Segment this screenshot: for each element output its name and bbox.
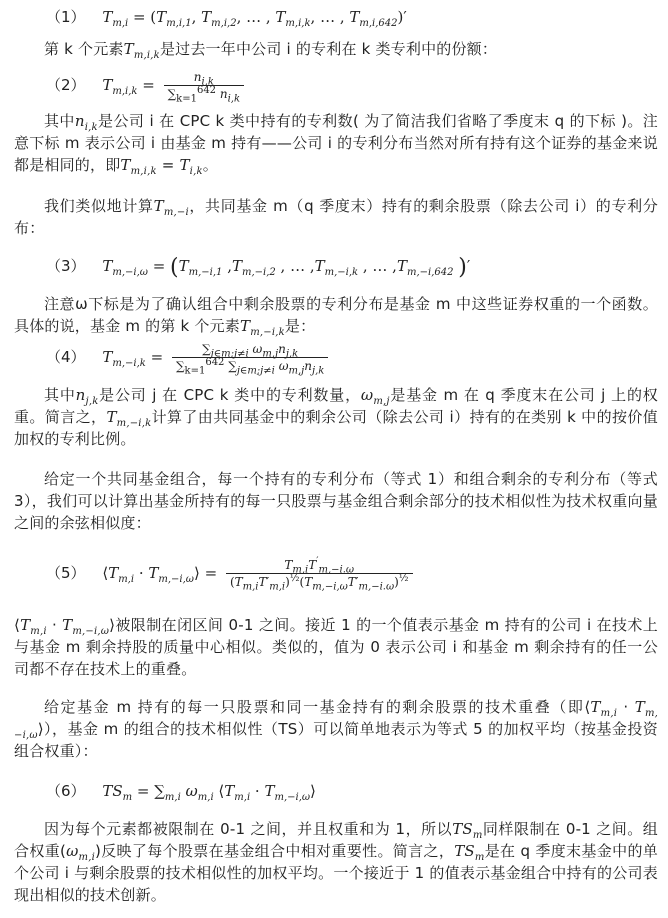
paragraph-1: 第 k 个元素$T_{m,i,k}$是过去一年中公司 i 的专利在 k 类专利中的份额： <box>44 40 498 61</box>
equation-1 <box>46 6 407 27</box>
paragraph-5: 其中$n_{j,k}$是公司 j 在 CPC k 类中的专利数量，$\omega_{m,j}$是基金 m 在 q 季度末在公司 j 上的权重。简言之，$T_{m,-i,k}$计算了由共同基金中的剩余公司（除去公司 i）持有的在类别 k 中的按价值加权的专利比例。 <box>14 386 659 448</box>
equation-2 <box>46 70 248 105</box>
paragraph-9: 因为每个元素都被限制在 0-1 之间，并且权重和为 1，所以$TS_m$同样限制在 0-1 之间。组合权重$(\omega_{m,i})$反映了每个股票在基金组合中相对重要性。简言之，$TS_m$是在 q 季度末基金中的单个公司 i 与剩余股票的技术相似性的加权平均。一个接近于 1 的值表示基金组合中持有的公司表现出相似的技术创新。 <box>14 820 658 904</box>
equation-2-formula: $T_{m,i,k}$ = $\frac{n_{i,k}}{\sum_{k=1}^{642} n_{i,k}}$ <box>102 76 248 94</box>
equation-5 <box>46 556 417 593</box>
paragraph-6: 给定一个共同基金组合，每一个持有的专利分布（等式 1）和组合剩余的专利分布（等式 3），我们可以计算出基金所持有的每一只股票与基金组合剩余部分的技术相似性为技术权重向量之间的余弦相似度： <box>14 470 658 532</box>
equation-4 <box>46 342 332 377</box>
paragraph-8: 给定基金 m 持有的每一只股票和同一基金持有的剩余股票的技术重叠（即$⟨T_{m,i}$ · $T_{m,-i,\omega}⟩$），基金 m 的组合的技术相似性（TS）可以简单地表示为等式 5 的加权平均（按基金投资组合权重）： <box>14 698 658 760</box>
paragraph-2: 其中$n_{i,k}$是公司 i 在 CPC k 类中持有的专利数( 为了简洁我们省略了季度末 q 的下标 )。注意下标 m 表示公司 i 由基金 m 持有——公司 i 的专利分布当然对所有持有这个证券的基金来说都是相同的，即$T_{m,i,k} = T_{i,k}$。 <box>14 112 658 177</box>
paragraph-3: 我们类似地计算$T_{m,-i}$，共同基金 m（q 季度末）持有的剩余股票（除去公司 i）的专利分布： <box>14 197 658 237</box>
equation-5-formula: $⟨T_{m,i}$ · $T_{m,-i,\omega}⟩$ = $\frac{T_{m,i}T'_{m,-i.\omega}}{(T_{m,i}T'_{m,i})^{\frac{1}{2}}(T_{m,-i,\omega}T'_{m,-i.\omega})^{\frac{1}{2}}}$ <box>102 564 416 582</box>
paragraph-4: 注意ω下标是为了确认组合中剩余股票的专利分布是基金 m 中这些证券权重的一个函数。具体的说，基金 m 的第 k 个元素$T_{m,-i,k}$是： <box>14 295 658 338</box>
equation-number: （1） <box>46 8 86 26</box>
equation-number: （2） <box>46 75 86 94</box>
equation-number: （5） <box>46 563 86 582</box>
equation-3 <box>46 255 470 280</box>
equation-1-formula: $T_{m,i} = (T_{m,i,1}$, $T_{m,i,2}$, … , $T_{m,i,k}$, … , $T_{m,i,642})'$ <box>102 8 407 29</box>
equation-3-formula: $T_{m,-i,\omega} = (T_{m,-i,1}$ $,T_{m,-i,2}$ , … $,T_{m,-i,k}$ , … $,T_{m,-i,642}$ )′ <box>102 255 471 280</box>
equation-6 <box>46 780 316 801</box>
equation-6-formula: $TS_m = \sum_{m,i}$ $\omega_{m,i}$ $⟨T_{m,i}$ · $T_{m,-i,\omega}⟩$ <box>102 782 316 803</box>
equation-number: （4） <box>46 347 86 366</box>
equation-number: （3） <box>46 257 86 275</box>
paragraph-7: $⟨T_{m,i}$ · $T_{m,-i,\omega}⟩$被限制在闭区间 0-1 之间。接近 1 的一个值表示基金 m 持有的公司 i 在技术上与基金 m 剩余持股的质量中心相似。类似的，值为 0 表示公司 i 和基金 m 剩余持有的任一公司都不存在技术上的重叠。 <box>14 616 659 678</box>
equation-4-formula: $T_{m,-i,k}$ = $\frac{\sum_{j\in m;j\ne i} \omega_{m,j}n_{j,k}}{\sum_{k=1}^{642} \sum_{j\in m;j\ne i} \omega_{m,j}n_{j,k}}$ <box>102 348 332 366</box>
equation-number: （6） <box>46 782 86 800</box>
